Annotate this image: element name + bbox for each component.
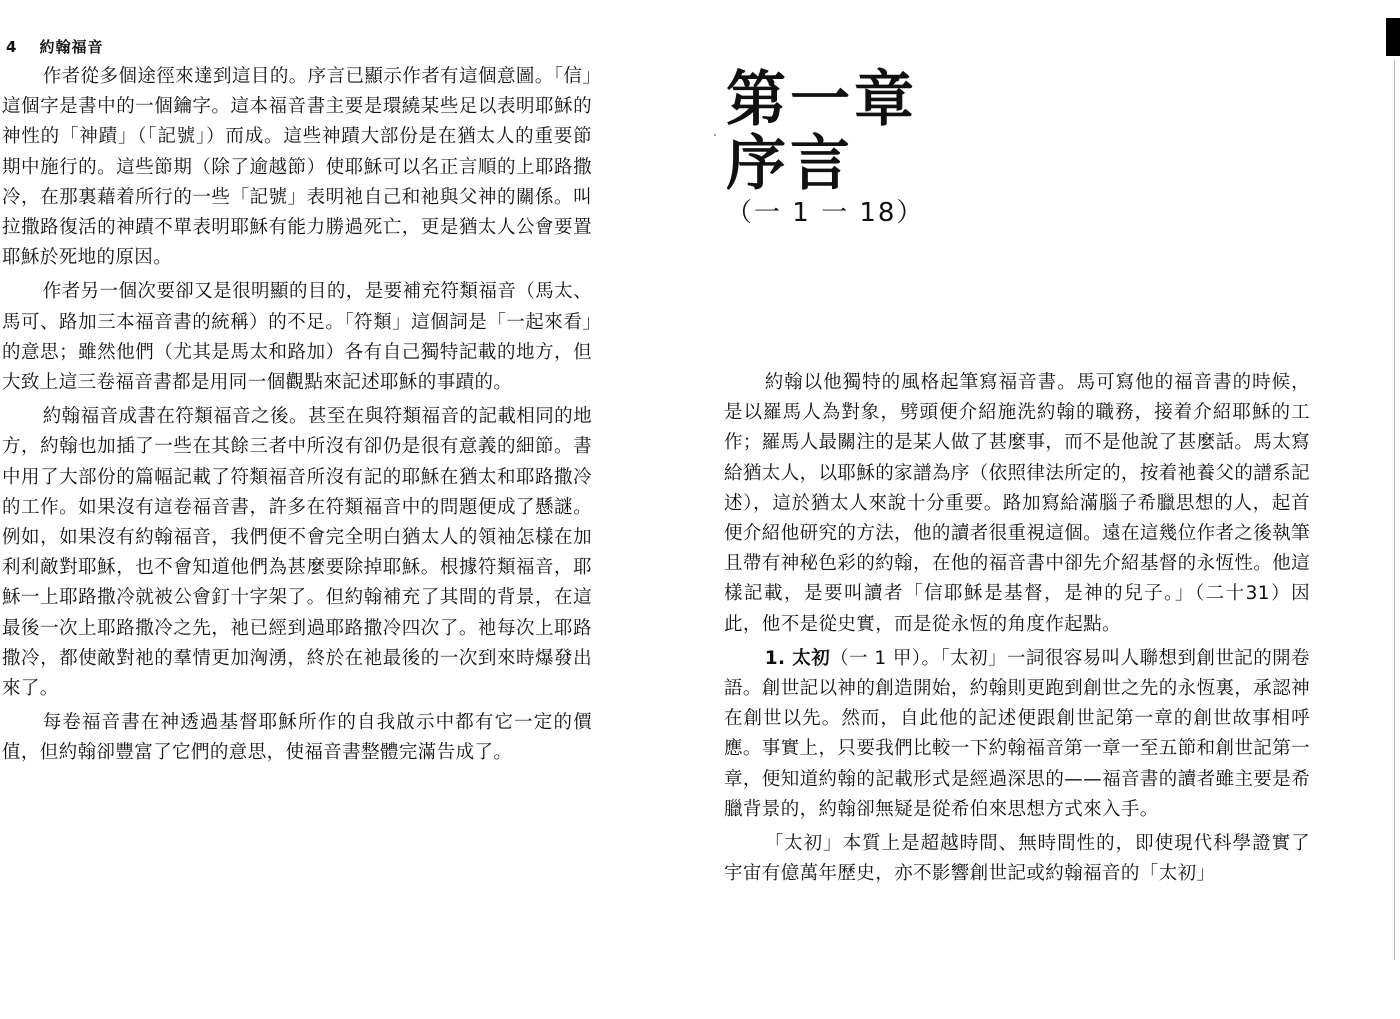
paragraph: 作者另一個次要卻又是很明顯的目的，是要補充符類福音（馬太、馬可、路加三本福音書的統稱）的不足。「符類」這個詞是「一起來看」的意思；雖然他們（尤其是馬太和路加）各有自己獨特記載的地方，但大致上這三卷福音書都是用同一個觀點來記述耶穌的事蹟的。 — [2, 281, 592, 394]
chapter-subtitle: 序言 — [726, 129, 854, 199]
chapter-heading — [726, 65, 925, 230]
scan-speck — [714, 134, 716, 136]
scan-edge-line — [1394, 60, 1395, 960]
chapter-verse-range: （一 1 一 18） — [726, 198, 925, 228]
paragraph: 約翰福音成書在符類福音之後。甚至在與符類福音的記載相同的地方，約翰也加插了一些在其餘三者中所沒有卻仍是很有意義的細節。書中用了大部份的篇幅記載了符類福音所沒有記的耶穌在猶太和耶路撒冷的工作。如果沒有這卷福音書，許多在符類福音中的問題便成了懸謎。例如，如果沒有約翰福音，我們便不會完全明白猶太人的領袖怎樣在加利利敵對耶穌，也不會知道他們為甚麼要除掉耶穌。根據符類福音，耶穌一上耶路撒冷就被公會釘十字架了。但約翰補充了其間的背景，在這最後一次上耶路撒冷之先，祂已經到過耶路撒冷四次了。祂每次上耶路撒冷，都使敵對祂的羣情更加洶湧，終於在祂最後的一次到來時爆發出來了。 — [2, 406, 592, 700]
running-head — [6, 36, 103, 57]
left-body-text — [2, 62, 592, 773]
verse-heading: 1. 太初 — [764, 647, 831, 669]
paragraph-text: （一 1 甲）。「太初」一詞很容易叫人聯想到創世記的開卷語。創世記以神的創造開始，約翰則更跑到創世之先的永恆裏，承認神在創世以先。然而，自此他的記述便跟創世記第一章的創世故事相呼應。事實上，只要我們比較一下約翰福音第一章一至五節和創世記第一章，便知道約翰的記載形式是經過深思的——福音書的讀者雖主要是希臘背景的，約翰卻無疑是從希伯來思想方式來入手。 — [724, 647, 1310, 820]
running-title: 約翰福音 — [39, 38, 104, 56]
paragraph: 「太初」本質上是超越時間、無時間性的，即使現代科學證實了宇宙有億萬年歷史，亦不影響創世記或約翰福音的「太初」 — [724, 833, 1310, 885]
chapter-title: 第一章 — [726, 65, 918, 135]
right-page — [700, 0, 1400, 1019]
paragraph: 作者從多個途徑來達到這目的。序言已顯示作者有這個意圖。「信」這個字是書中的一個鑰字。這本福音書主要是環繞某些足以表明耶穌的神性的「神蹟」（「記號」）而成。這些神蹟大部份是在猶太人的重要節期中施行的。這些節期（除了逾越節）使耶穌可以名正言順的上耶路撒冷，在那裏藉着所行的一些「記號」表明祂自己和祂與父神的關係。叫拉撒路復活的神蹟不單表明耶穌有能力勝過死亡，更是猶太人公會要置耶穌於死地的原因。 — [2, 66, 592, 269]
right-body-text — [724, 368, 1310, 893]
paragraph-verse-1 — [724, 644, 1310, 825]
paragraph: 約翰以他獨特的風格起筆寫福音書。馬可寫他的福音書的時候，是以羅馬人為對象，劈頭便介紹施洗約翰的職務，接着介紹耶穌的工作；羅馬人最關注的是某人做了甚麼事，而不是他說了甚麼話。馬太寫給猶太人，以耶穌的家譜為序（依照律法所定的，按着祂養父的譜系記述），這於猶太人來說十分重要。路加寫給滿腦子希臘思想的人，起首便介紹他研究的方法，他的讀者很重視這個。遠在這幾位作者之後執筆且帶有神秘色彩的約翰，在他的福音書中卻先介紹基督的永恆性。他這樣記載，是要叫讀者「信耶穌是基督，是神的兒子。」（二十31）因此，他不是從史實，而是從永恆的角度作起點。 — [724, 372, 1310, 635]
paragraph: 每卷福音書在神透過基督耶穌所作的自我啟示中都有它一定的價值，但約翰卻豐富了它們的意思，使福音書整體完滿告成了。 — [2, 712, 592, 764]
page-number: 4 — [6, 38, 18, 56]
scan-edge-mark — [1386, 18, 1400, 56]
